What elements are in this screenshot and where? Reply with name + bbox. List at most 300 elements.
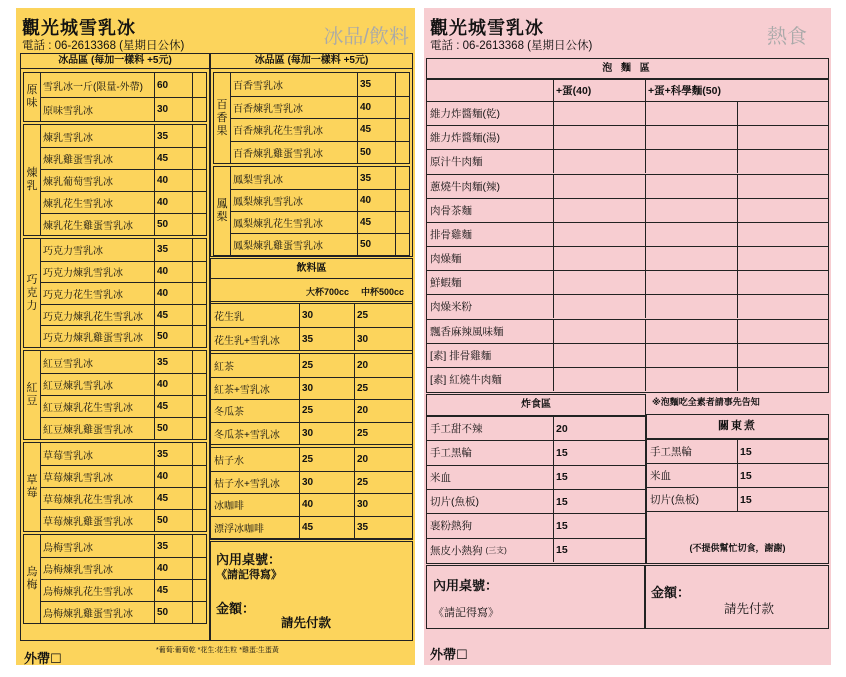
drink-size-header (211, 279, 412, 302)
drink-name: 花生乳+雪乳冰 (214, 335, 280, 347)
column-divider (192, 148, 193, 169)
column-divider (737, 440, 738, 463)
kanto-item-name: 切片(魚板) (650, 494, 699, 506)
group-label-text: 草莓 (26, 474, 38, 499)
menu-item-name: 鳳梨煉乳花生雪乳冰 (233, 219, 323, 230)
menu-item-row (40, 147, 206, 169)
noodle-section-header: 泡 麵 區 (427, 59, 828, 79)
fried-item-name: 無皮小熱狗 (三支) (430, 544, 507, 557)
menu-item-row (230, 141, 409, 164)
menu-item-price: 50 (157, 219, 169, 230)
menu-item-row (230, 73, 409, 96)
column-divider (192, 214, 193, 235)
column-divider (737, 247, 738, 270)
drink-group (211, 303, 412, 351)
noodle-row (427, 101, 828, 125)
shop-name: 觀光城雪乳冰 (430, 18, 544, 38)
kanto-row (647, 487, 828, 511)
menu-item-name: 紅豆煉乳花生雪乳冰 (43, 403, 133, 414)
menu-group (23, 72, 207, 122)
ice-section-header: 冰品區 (每加一樣料 +5元) (211, 54, 412, 69)
menu-item-name: 烏梅雪乳冰 (43, 542, 93, 554)
fried-row (427, 513, 645, 537)
group-label (24, 125, 41, 235)
egg-option-header: +蛋(40) (556, 85, 592, 97)
please-write-note: 《請記得寫》 (216, 569, 282, 581)
column-divider (645, 271, 646, 294)
column-divider (645, 223, 646, 246)
column-divider (192, 535, 193, 557)
category-title: 熱食 (767, 26, 807, 48)
menu-item-price: 40 (360, 195, 372, 206)
amount-label: 金額： (651, 585, 691, 600)
menu-item-row (40, 325, 206, 347)
column-divider (192, 396, 193, 417)
menu-item-row (40, 191, 206, 213)
column-divider (737, 175, 738, 198)
medium-cup-label: 中杯500cc (361, 287, 405, 297)
menu-item-price: 35 (157, 448, 169, 460)
menu-item-price: 50 (360, 239, 372, 250)
menu-item-name: 草莓煉乳雞蛋雪乳冰 (43, 517, 133, 528)
menu-item-row (40, 557, 206, 579)
column-divider (192, 305, 193, 326)
noodle-name: 飄香麻辣風味麵 (430, 325, 504, 338)
ice-section-right (210, 53, 413, 257)
large-price: 25 (302, 405, 314, 417)
noodle-name: [素] 排骨雞麵 (430, 349, 492, 362)
fried-item-name: 手工黑輪 (430, 447, 472, 460)
menu-item-row (40, 487, 206, 509)
menu-item-row (230, 167, 409, 189)
column-divider (192, 510, 193, 531)
menu-item-row (40, 443, 206, 465)
column-divider (553, 344, 554, 367)
group-label-text: 烏梅 (26, 566, 38, 591)
fried-row (427, 416, 645, 440)
column-divider (354, 494, 355, 516)
column-divider (299, 494, 300, 516)
group-label-text: 原味 (26, 84, 38, 109)
large-price: 25 (302, 453, 314, 465)
medium-price: 30 (357, 333, 369, 345)
column-divider (737, 150, 738, 173)
fried-item-name: 裹粉熱狗 (430, 520, 472, 533)
egg-noodle-option-header: +蛋+科學麵(50) (648, 85, 721, 97)
column-divider (299, 517, 300, 539)
column-divider (737, 368, 738, 391)
menu-item-name: 草莓煉乳花生雪乳冰 (43, 495, 133, 506)
menu-item-price: 45 (360, 217, 372, 228)
menu-item-price: 40 (157, 287, 169, 299)
drink-group (211, 353, 412, 445)
column-divider (553, 539, 554, 562)
shop-name: 觀光城雪乳冰 (22, 18, 136, 38)
kanto-item-price: 15 (740, 445, 752, 458)
group-label-text: 巧克力 (26, 273, 38, 312)
column-divider (192, 374, 193, 395)
menu-item-price: 45 (157, 401, 169, 412)
noodle-row (427, 343, 828, 367)
menu-item-row (40, 213, 206, 235)
column-divider (192, 326, 193, 347)
column-divider (354, 328, 355, 350)
noodle-name: 維力炸醬麵(湯) (430, 132, 500, 145)
column-divider (553, 441, 554, 464)
menu-item-name: 原味雪乳冰 (43, 106, 93, 117)
dine-in-table-label: 內用桌號： (433, 578, 499, 593)
menu-item-row (230, 118, 409, 141)
column-divider (553, 490, 554, 513)
group-label (214, 167, 231, 255)
noodle-name: 鮮蝦麵 (430, 277, 462, 290)
column-divider (354, 448, 355, 471)
menu-item-price: 45 (157, 153, 169, 164)
column-divider (395, 234, 396, 255)
column-divider (192, 602, 193, 623)
order-info-box (210, 541, 413, 641)
column-divider (553, 417, 554, 440)
column-divider (354, 517, 355, 539)
medium-price: 20 (357, 405, 369, 417)
column-divider (737, 271, 738, 294)
noodle-row (427, 125, 828, 149)
kanto-item-price: 15 (740, 493, 752, 506)
menu-item-row (40, 579, 206, 601)
column-divider (645, 80, 646, 101)
medium-price: 20 (357, 453, 369, 465)
medium-price: 35 (357, 521, 369, 533)
menu-item-row (40, 97, 206, 121)
column-divider (299, 472, 300, 494)
medium-price: 25 (357, 427, 369, 439)
kanto-row (647, 439, 828, 463)
column-divider (737, 126, 738, 149)
drink-name: 冰咖啡 (214, 501, 244, 513)
menu-item-name: 鳳梨煉乳雞蛋雪乳冰 (233, 241, 323, 252)
ingredient-footnote: *葡萄:葡萄乾 *花生:花生粒 *雞蛋:生蛋黃 (156, 647, 279, 654)
menu-group (213, 166, 410, 256)
kanto-row (647, 463, 828, 487)
noodle-row (427, 222, 828, 246)
phone-line: 電話 : 06-2613368 (星期日公休) (430, 40, 593, 52)
column-divider (299, 423, 300, 445)
column-divider (354, 304, 355, 327)
dine-in-table-label: 內用桌號： (216, 552, 282, 567)
noodle-row (427, 149, 828, 173)
column-divider (645, 247, 646, 270)
group-label (24, 239, 41, 347)
pay-first-note: 請先付款 (724, 602, 775, 616)
fried-food-section (426, 394, 646, 564)
group-label-text: 鳳梨 (216, 198, 228, 223)
drink-name: 冬瓜茶 (214, 407, 244, 419)
column-divider (192, 558, 193, 579)
amount-box (645, 565, 829, 629)
hot-food-menu-sheet (424, 8, 831, 665)
menu-item-name: 巧克力煉乳雪乳冰 (43, 268, 123, 280)
drink-name: 桔子水+雪乳冰 (214, 478, 280, 490)
fried-item-price: 15 (556, 544, 568, 557)
menu-item-row (230, 189, 409, 211)
menu-item-price: 35 (360, 78, 372, 90)
menu-item-row (230, 96, 409, 119)
menu-group (23, 350, 207, 440)
large-price: 35 (302, 333, 314, 345)
menu-item-price: 45 (157, 493, 169, 504)
menu-item-price: 30 (157, 104, 169, 115)
fried-item-price: 20 (556, 422, 568, 435)
drink-row (211, 399, 412, 422)
column-divider (737, 488, 738, 511)
takeout-checkbox-label: 外帶☐ (430, 647, 468, 662)
medium-price: 25 (357, 310, 369, 321)
phone-line: 電話 : 06-2613368 (星期日公休) (22, 40, 185, 52)
fried-row (427, 440, 645, 464)
menu-item-price: 40 (157, 175, 169, 186)
kanto-item-name: 手工黑輪 (650, 446, 692, 458)
group-label (24, 73, 41, 121)
menu-item-name: 煉乳雪乳冰 (43, 132, 93, 144)
column-divider (192, 351, 193, 373)
menu-item-name: 煉乳花生雞蛋雪乳冰 (43, 221, 133, 232)
group-label (24, 535, 41, 623)
menu-item-price: 40 (157, 471, 169, 482)
drink-group (211, 447, 412, 539)
medium-price: 25 (357, 382, 369, 394)
column-divider (645, 295, 646, 318)
column-divider (553, 223, 554, 246)
menu-item-price: 50 (157, 423, 169, 434)
column-divider (354, 354, 355, 377)
menu-item-price: 50 (157, 331, 169, 343)
column-divider (645, 199, 646, 222)
menu-item-price: 45 (360, 124, 372, 136)
category-title: 冰品/飲料 (323, 26, 409, 48)
menu-item-name: 巧克力雪乳冰 (43, 246, 103, 258)
large-price: 45 (302, 521, 314, 533)
column-divider (354, 400, 355, 422)
amount-label: 金額： (216, 601, 256, 616)
menu-item-row (40, 261, 206, 283)
column-divider (395, 73, 396, 96)
kanto-section-header: 關東煮 (647, 415, 828, 439)
large-price: 40 (302, 499, 314, 511)
drink-name: 紅茶+雪乳冰 (214, 384, 270, 396)
column-divider (553, 466, 554, 489)
menu-item-name: 巧克力煉乳雞蛋雪乳冰 (43, 333, 143, 345)
fried-item-name: 手工甜不辣 (430, 423, 483, 436)
column-divider (737, 464, 738, 487)
large-cup-label: 大杯700cc (306, 287, 350, 297)
kanto-item-price: 15 (740, 469, 752, 482)
menu-item-row (40, 417, 206, 439)
menu-item-row (230, 233, 409, 255)
drink-row (211, 493, 412, 516)
kanto-item-name: 米血 (650, 470, 671, 482)
noodle-row (427, 246, 828, 270)
menu-item-price: 40 (360, 101, 372, 113)
group-label-text: 百香果 (216, 98, 228, 137)
drink-row (211, 354, 412, 377)
menu-item-price: 35 (360, 172, 372, 184)
column-divider (645, 344, 646, 367)
column-divider (395, 97, 396, 119)
menu-item-row (40, 125, 206, 147)
column-divider (553, 126, 554, 149)
menu-item-name: 烏梅煉乳花生雪乳冰 (43, 587, 133, 598)
drink-name: 紅茶 (214, 361, 234, 373)
menu-item-price: 35 (157, 356, 169, 368)
menu-item-row (40, 169, 206, 191)
column-divider (737, 102, 738, 125)
large-price: 30 (302, 476, 314, 488)
menu-item-name: 巧克力煉乳花生雪乳冰 (43, 311, 143, 323)
column-divider (553, 247, 554, 270)
column-divider (553, 271, 554, 294)
column-divider (395, 167, 396, 189)
noodle-name: 排骨雞麵 (430, 228, 472, 241)
menu-item-name: 紅豆雪乳冰 (43, 358, 93, 370)
menu-item-price: 60 (157, 79, 169, 91)
group-label (214, 73, 231, 163)
pay-first-note: 請先付款 (281, 616, 332, 630)
drink-row (211, 327, 412, 350)
menu-item-row (40, 282, 206, 304)
menu-item-name: 雪乳冰一斤(限量-外帶) (43, 81, 143, 93)
column-divider (192, 170, 193, 191)
menu-item-name: 烏梅煉乳雞蛋雪乳冰 (43, 609, 133, 620)
menu-item-name: 烏梅煉乳雪乳冰 (43, 565, 113, 576)
column-divider (192, 443, 193, 465)
menu-item-name: 煉乳雞蛋雪乳冰 (43, 155, 113, 166)
ice-drink-menu-sheet (16, 8, 415, 665)
column-divider (645, 320, 646, 343)
noodle-row (427, 319, 828, 343)
menu-item-name: 草莓煉乳雪乳冰 (43, 473, 113, 484)
drink-row (211, 471, 412, 494)
fried-item-price: 15 (556, 471, 568, 484)
menu-item-name: 巧克力花生雪乳冰 (43, 289, 123, 301)
column-divider (553, 80, 554, 101)
fried-item-price: 15 (556, 519, 568, 532)
menu-item-name: 紅豆煉乳雪乳冰 (43, 381, 113, 392)
kanto-blank-row (647, 511, 828, 512)
column-divider (395, 190, 396, 211)
column-divider (192, 283, 193, 304)
menu-item-price: 45 (157, 585, 169, 596)
medium-price: 25 (357, 476, 369, 488)
column-divider (192, 239, 193, 261)
fried-row (427, 538, 645, 562)
vegetarian-note: ※泡麵吃全素者請事先告知 (652, 397, 760, 407)
column-divider (299, 354, 300, 377)
noodle-name: 維力炸醬麵(乾) (430, 108, 500, 121)
column-divider (395, 212, 396, 233)
column-divider (192, 98, 193, 121)
column-divider (299, 304, 300, 327)
drink-row (211, 422, 412, 445)
column-divider (737, 295, 738, 318)
ice-section-header: 冰品區 (每加一樣料 +5元) (21, 54, 209, 69)
column-divider (553, 150, 554, 173)
drink-row (211, 516, 412, 539)
column-divider (737, 320, 738, 343)
column-divider (645, 175, 646, 198)
column-divider (192, 125, 193, 147)
menu-item-row (40, 239, 206, 261)
group-label-text: 煉乳 (26, 167, 38, 192)
menu-item-name: 煉乳花生雪乳冰 (43, 199, 113, 210)
noodle-name: 肉燥麵 (430, 253, 462, 266)
noodle-row (427, 198, 828, 222)
menu-item-price: 40 (157, 266, 169, 278)
column-divider (553, 199, 554, 222)
menu-group (213, 72, 410, 164)
drink-name: 桔子水 (214, 455, 244, 467)
please-write-note: 《請記得寫》 (433, 607, 499, 619)
menu-item-name: 紅豆煉乳雞蛋雪乳冰 (43, 425, 133, 436)
drink-section (210, 258, 413, 540)
column-divider (553, 102, 554, 125)
column-divider (553, 368, 554, 391)
noodle-name: 肉燥米粉 (430, 301, 472, 314)
fried-item-price: 15 (556, 446, 568, 459)
menu-item-row (40, 304, 206, 326)
kanto-section (646, 414, 829, 564)
noodle-name: 蔥燒牛肉麵(辣) (430, 180, 500, 193)
noodle-row (427, 294, 828, 318)
column-divider (553, 175, 554, 198)
column-divider (192, 262, 193, 283)
menu-item-name: 百香雪乳冰 (233, 80, 283, 92)
column-divider (395, 119, 396, 141)
column-divider (737, 344, 738, 367)
large-price: 30 (302, 310, 314, 321)
noodle-row (427, 367, 828, 391)
column-divider (737, 223, 738, 246)
ice-section-left (20, 53, 210, 641)
menu-item-price: 50 (360, 146, 372, 158)
menu-group (23, 238, 207, 348)
menu-item-row (230, 211, 409, 233)
menu-item-price: 35 (157, 244, 169, 256)
column-divider (192, 488, 193, 509)
noodle-section (426, 58, 829, 393)
column-divider (299, 400, 300, 422)
menu-item-price: 35 (157, 540, 169, 552)
fried-row (427, 465, 645, 489)
group-label (24, 443, 41, 531)
column-divider (192, 192, 193, 213)
column-divider (192, 580, 193, 601)
menu-item-price: 50 (157, 607, 169, 618)
column-divider (192, 418, 193, 439)
drink-row (211, 304, 412, 327)
column-divider (553, 320, 554, 343)
menu-item-row (40, 535, 206, 557)
group-label (24, 351, 41, 439)
noodle-row (427, 174, 828, 198)
column-divider (354, 423, 355, 445)
fried-section-header: 炸食區 (427, 395, 645, 416)
menu-group (23, 124, 207, 236)
noodle-name: 原汁牛肉麵 (430, 156, 483, 169)
menu-item-row (40, 373, 206, 395)
column-divider (299, 378, 300, 400)
fried-row (427, 489, 645, 513)
drink-name: 漂浮冰咖啡 (214, 523, 264, 535)
